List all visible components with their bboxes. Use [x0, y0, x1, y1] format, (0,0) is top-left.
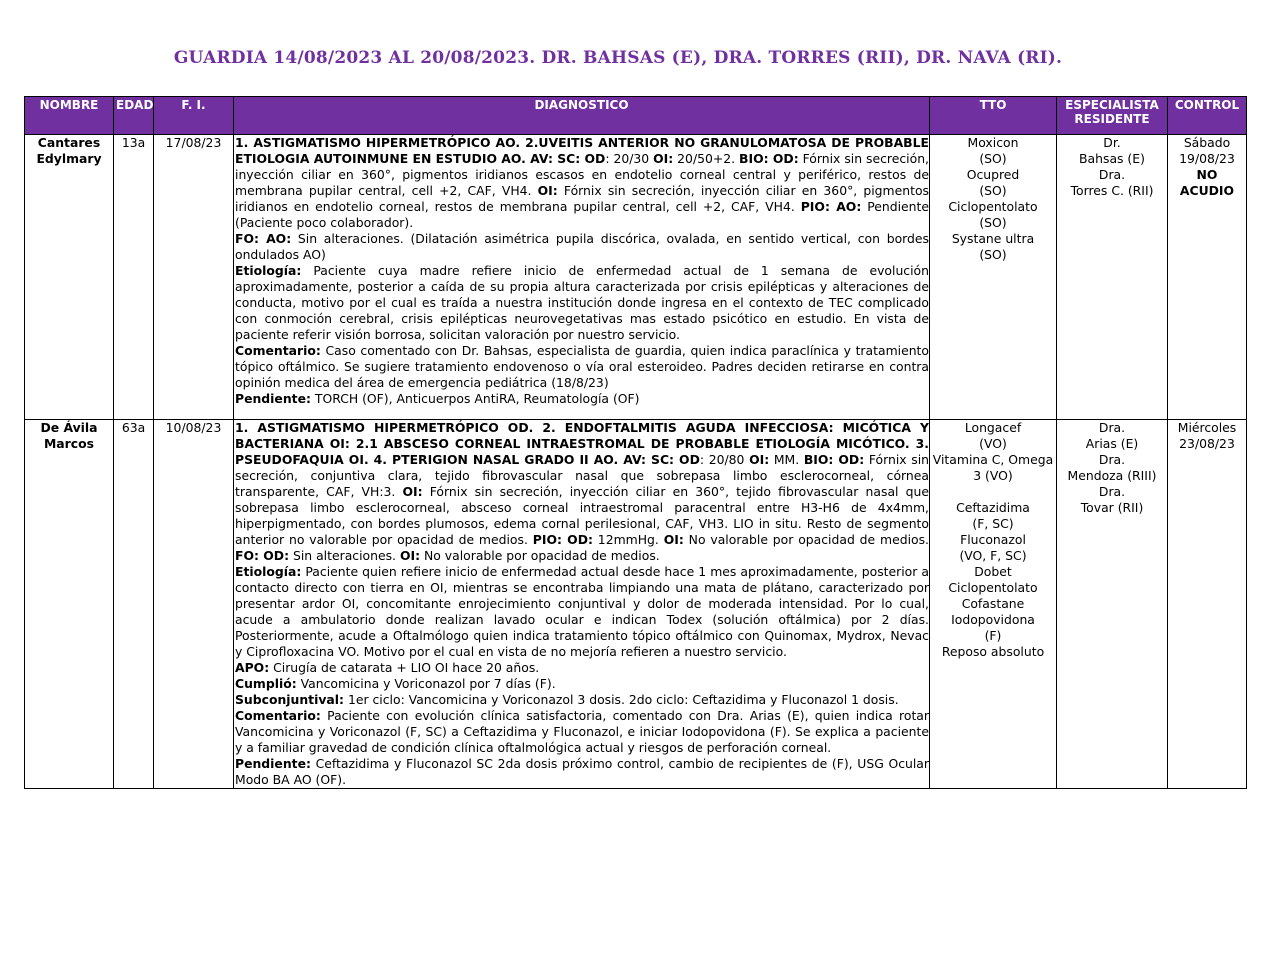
patient-name: De Ávila Marcos: [25, 420, 114, 789]
specialist-line: Tovar (RII): [1080, 500, 1144, 515]
page-title: GUARDIA 14/08/2023 AL 20/08/2023. DR. BAHSAS (E), DRA. TORRES (RII), DR. NAVA (RI).: [173, 48, 1063, 68]
tto-line: Iodopovidona: [951, 612, 1035, 627]
bio-od-text: Fórnix sin secreción, inyección ciliar en 360°, pigmentos iridianos escasos en endotelio corneal central y periférico, restos de membrana pupilar central, cell +2, CAF, VH4.: [235, 151, 929, 198]
specialist-line: Arias (E): [1085, 436, 1139, 451]
bio-oi-label: OI:: [402, 484, 423, 499]
cumplio-text: Vancomicina y Voriconazol por 7 días (F).: [296, 676, 556, 691]
apo-text: Cirugía de catarata + LIO OI hace 20 años.: [269, 660, 540, 675]
tto-line: Fluconazol: [960, 532, 1026, 547]
av-oi-value: 20/50+2.: [673, 151, 740, 166]
av-oi-label: OI:: [653, 151, 674, 166]
etiologia-text: Paciente quien refiere inicio de enfermedad actual desde hace 1 mes aproximadamente, posterior a contacto directo con tierra en OI, mientras se encontraba limpiando una mata de plátano, caracterizado por presentar ardor OI, concomitante enrojecimiento conjuntival y dolor de moderada intensidad. Por lo cual, acude a ambulatorio donde realizan lavado ocular e indican Todex (solución oftálmica) por 2 días. Posteriormente, acude a Oftalmólogo quien indica tratamiento tópico oftálmico con Quinomax, Mydrox, Nevac y Ciprofloxacina VO. Motivo por el cual en vista de no mejoría refieren a nuestro servicio.: [235, 564, 929, 659]
patients-table: [24, 96, 1247, 789]
patient-name: Cantares Edylmary: [25, 135, 114, 420]
etiologia-text: Paciente cuya madre refiere inicio de enfermedad actual de 1 semana de evolución aproximadamente, posterior a caída de su propia altura caracterizada por crisis epilépticas y alteraciones de conducta, motivo por el cual es traída a nuestra institución donde ingresa en el contexto de TEC complicado con conmoción cerebral, crisis epilépticas neurovegetativas mas estado psicótico en estudio. En vista de paciente referir visión borrosa, solicitan valoración por nuestro servicio.: [235, 263, 929, 342]
tto-line: Systane ultra: [951, 231, 1035, 246]
subconjuntival-label: Subconjuntival:: [235, 692, 344, 707]
table-row: [25, 420, 1247, 789]
treatment-cell: [930, 135, 1057, 420]
av-od-value: : 20/30: [605, 151, 654, 166]
av-oi-value: MM.: [769, 452, 804, 467]
tto-line: (F, SC): [972, 516, 1014, 531]
tto-line: Ceftazidima: [956, 500, 1030, 515]
tto-line: (F): [984, 628, 1002, 643]
table-row: [25, 135, 1247, 420]
header-edad: EDAD: [114, 97, 154, 135]
tto-line: Vitamina C, Omega 3 (VO): [932, 452, 1054, 483]
specialist-cell: [1057, 135, 1168, 420]
control-date: 19/08/23: [1179, 151, 1235, 166]
diagnosis-cell: [234, 420, 930, 789]
admission-date: 17/08/23: [154, 135, 234, 420]
control-status: NO: [1196, 167, 1218, 182]
etiologia-label: Etiología:: [235, 564, 302, 579]
tto-line: Longacef: [964, 420, 1022, 435]
comentario-text: Caso comentado con Dr. Bahsas, especialista de guardia, quien indica paraclínica y tratamiento tópico oftálmico. Se sugiere tratamiento endovenoso o vía oral esteroideo. Padres deciden retirarse en contra opinión medica del área de emergencia pediátrica (18/8/23): [235, 343, 929, 390]
specialist-line: Bahsas (E): [1079, 151, 1145, 166]
patient-age: 63a: [114, 420, 154, 789]
av-od-value: : 20/80: [699, 452, 750, 467]
specialist-line: Dr.: [1103, 135, 1121, 150]
specialist-line: Dra.: [1098, 167, 1126, 182]
tto-line: Cofastane: [961, 596, 1025, 611]
bio-oi-text: Fórnix sin secreción, inyección ciliar en 360°, tejido fibrovascular nasal que sobrepasa limbo esclerocorneal, absceso corneal intraestromal paracentral entre H3-H6 de 4x4mm, hiperpigmentado, con bordes plumosos, edema cornal perilesional, CAF, VH3. LIO in situ. Resto de segmento anterior no valorable por opacidad de medios.: [235, 484, 929, 547]
pio-label: PIO: AO:: [800, 199, 862, 214]
specialist-line: Dra.: [1098, 420, 1126, 435]
tto-line: Ciclopentolato: [948, 199, 1038, 214]
bio-oi-label: OI:: [537, 183, 558, 198]
tto-line: (SO): [979, 151, 1007, 166]
specialist-cell: [1057, 420, 1168, 789]
header-control: CONTROL: [1168, 97, 1247, 135]
apo-label: APO:: [235, 660, 270, 675]
pio-oi-text: No valorable por opacidad de medios.: [683, 532, 929, 547]
tto-line: Ocupred: [966, 167, 1020, 182]
tto-line: Dobet: [974, 564, 1012, 579]
specialist-line: Dra.: [1098, 452, 1126, 467]
pio-label: PIO: OD:: [532, 532, 593, 547]
fo-text: Sin alteraciones.: [289, 548, 400, 563]
header-fi: F. I.: [154, 97, 234, 135]
specialist-line: Mendoza (RIII): [1067, 468, 1157, 483]
fo-label: FO: AO:: [235, 231, 292, 246]
control-status: ACUDIO: [1179, 183, 1235, 198]
tto-line: Moxicon: [967, 135, 1019, 150]
treatment-cell: [930, 420, 1057, 789]
tto-spacer: [932, 484, 1054, 500]
header-diagnostico: DIAGNOSTICO: [234, 97, 930, 135]
bio-oi-text: Fórnix sin secreción, inyección ciliar en 360°, pigmentos iridianos en endotelio corneal, restos de membrana pupilar central, cell +2, CAF, VH4.: [235, 183, 929, 214]
table-header-row: [25, 97, 1247, 135]
fo-label: FO: OD:: [235, 548, 290, 563]
dx-text: 1. ASTIGMATISMO HIPERMETRÓPICO OD. 2. ENDOFTALMITIS AGUDA INFECCIOSA: MICÓTICA Y BACTERIANA OI: 2.1 ABSCESO CORNEAL INTRAESTROMAL DE PROBABLE ETIOLOGÍA MICÓTICO. 3. PSEUDOFAQUIA OI. 4. PTERIGION NASAL GRADO II AO. AV: SC: OD: [235, 420, 929, 467]
bio-label: BIO: OD:: [739, 151, 799, 166]
tto-line: (SO): [979, 183, 1007, 198]
bio-od-text: Fórnix sin secreción, conjuntiva clara, tejido fibrovascular nasal que sobrepasa limbo esclerocorneal, córnea transparente, CAF, VH:3.: [235, 452, 930, 499]
control-date: 23/08/23: [1179, 436, 1235, 451]
pendiente-text: Ceftazidima y Fluconazol SC 2da dosis próximo control, cambio de recipientes de (F), USG Ocular Modo BA AO (OF).: [235, 756, 929, 787]
etiologia-label: Etiología:: [235, 263, 302, 278]
cumplio-label: Cumplió:: [235, 676, 297, 691]
admission-date: 10/08/23: [154, 420, 234, 789]
pendiente-text: TORCH (OF), Anticuerpos AntiRA, Reumatología (OF): [310, 391, 640, 406]
pendiente-label: Pendiente:: [235, 391, 311, 406]
subconjuntival-text: 1er ciclo: Vancomicina y Voriconazol 3 dosis. 2do ciclo: Ceftazidima y Fluconazol 1 dosis.: [344, 692, 899, 707]
pio-oi-label: OI:: [663, 532, 684, 547]
specialist-line: Dra.: [1098, 484, 1126, 499]
bio-label: BIO: OD:: [803, 452, 865, 467]
tto-line: (VO): [979, 436, 1007, 451]
control-day: Miércoles: [1177, 420, 1237, 435]
diagnosis-cell: [234, 135, 930, 420]
control-cell: [1168, 420, 1247, 789]
specialist-line: Torres C. (RII): [1070, 183, 1154, 198]
fo-oi-label: OI:: [399, 548, 421, 563]
pio-text: 12mmHg.: [592, 532, 664, 547]
comentario-label: Comentario:: [235, 708, 321, 723]
pendiente-label: Pendiente:: [235, 756, 311, 771]
fo-text: Sin alteraciones. (Dilatación asimétrica pupila discórica, ovalada, en sentido vertical, con bordes ondulados AO): [235, 231, 929, 262]
tto-line: (VO, F, SC): [959, 548, 1027, 563]
tto-line: (SO): [979, 215, 1007, 230]
header-nombre: NOMBRE: [25, 97, 114, 135]
av-oi-label: OI:: [749, 452, 770, 467]
tto-line: Reposo absoluto: [941, 644, 1045, 659]
header-especialista: ESPECIALISTA RESIDENTE: [1057, 97, 1168, 135]
dx-text: 1. ASTIGMATISMO HIPERMETRÓPICO AO. 2.UVEITIS ANTERIOR NO GRANULOMATOSA DE PROBABLE ETIOLOGIA AUTOINMUNE EN ESTUDIO AO. AV: SC: OD: [235, 135, 929, 166]
pio-text: Pendiente (Paciente poco colaborador).: [235, 199, 930, 230]
tto-line: (SO): [979, 247, 1007, 262]
control-day: Sábado: [1183, 135, 1231, 150]
fo-oi-text: No valorable por opacidad de medios.: [420, 548, 660, 563]
control-cell: [1168, 135, 1247, 420]
header-tto: TTO: [930, 97, 1057, 135]
comentario-text: Paciente con evolución clínica satisfactoria, comentado con Dra. Arias (E), quien indica rotar Vancomicina y Voriconazol (F, SC) a Ceftazidima y Fluconazol, e iniciar Iodopovidona (F). Se explica a paciente y a familiar gravedad de condición clínica oftalmológica actual y riesgos de perforación corneal.: [235, 708, 929, 755]
comentario-label: Comentario:: [235, 343, 321, 358]
patient-age: 13a: [114, 135, 154, 420]
tto-line: Ciclopentolato: [948, 580, 1038, 595]
